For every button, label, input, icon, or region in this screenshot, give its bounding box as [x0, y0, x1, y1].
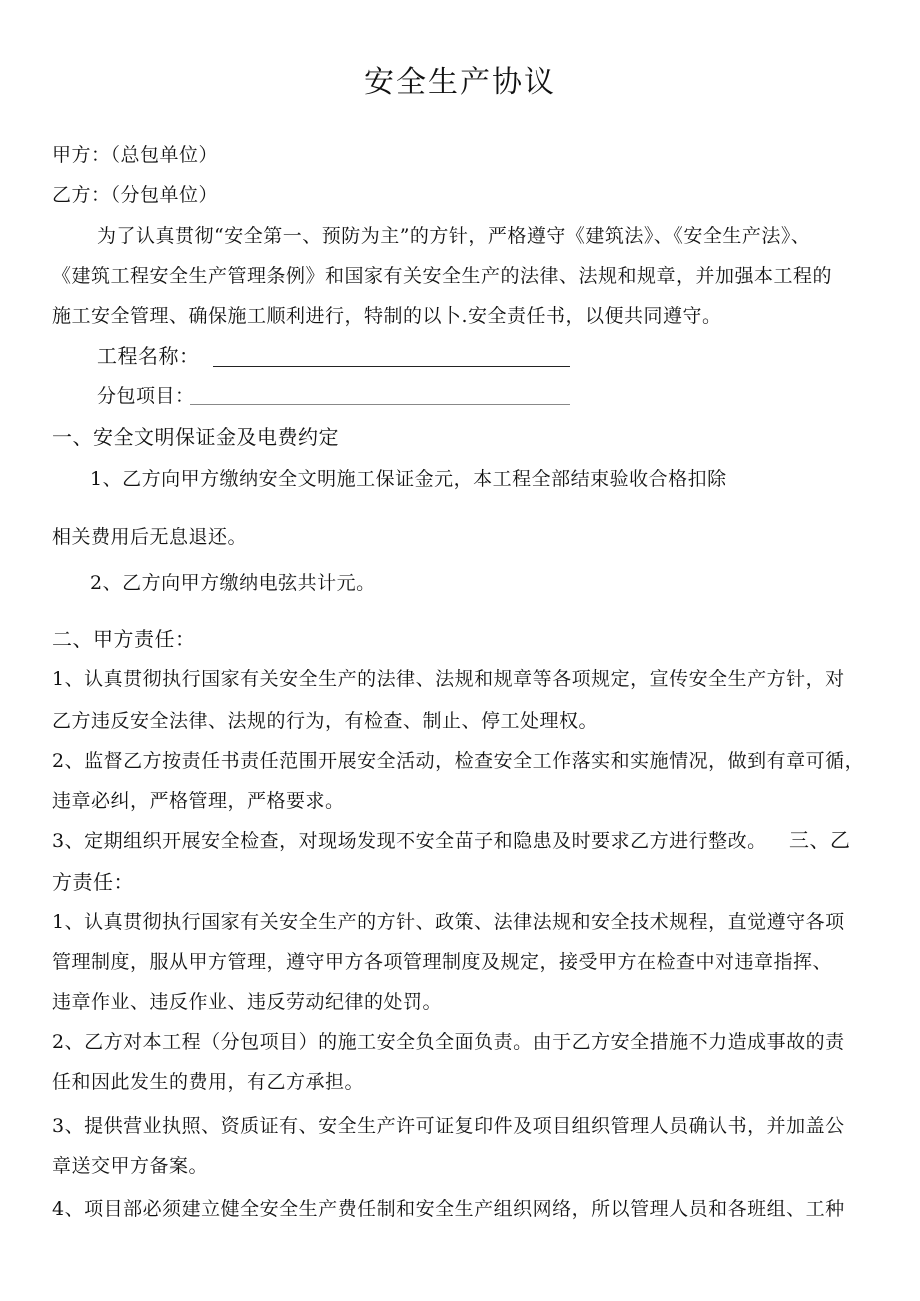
section2-item3: 3、定期组织开展安全检查，对现场发现不安全苗子和隐患及时要求乙方进行整改。: [52, 830, 767, 852]
section1-item1-line1: 1、乙方向甲方缴纳安全文明施工保证金元，本工程全部结束验收合格扣除: [90, 468, 727, 490]
intro-line-3: 施工安全管理、确保施工顺利进行，特制的以卜.安全责任书，以便共同遵守。: [52, 305, 722, 327]
intro-line-1: 为了认真贯彻“安全第一、预防为主”的方针，严格遵守《建筑法》、《安全生产法》、: [97, 225, 811, 247]
section3-item3-line1: 3、提供营业执照、资质证有、安全生产许可证复印件及项目组织管理人员确认书，并加盖公: [52, 1115, 845, 1137]
section3-item1-line1: 1、认真贯彻执行国家有关安全生产的方针、政策、法律法规和安全技术规程，直觉遵守各项: [52, 911, 845, 933]
section2-item1-line1: 1、认真贯彻执行国家有关安全生产的法律、法规和规章等各项规定，宣传安全生产方针，对: [52, 668, 845, 690]
project-name-label: 工程名称：: [97, 344, 200, 368]
section3-item2-line1: 2、乙方对本工程（分包项目）的施工安全负全面负责。由于乙方安全措施不力造成事故的责: [52, 1031, 845, 1053]
section3-item2-line2: 任和因此发生的费用，有乙方承担。: [52, 1071, 365, 1093]
section3-item1-line3: 违章作业、违反作业、违反劳动纪律的处罚。: [52, 991, 443, 1013]
section3-heading-part1: 三、乙: [789, 828, 851, 852]
section1-item2: 2、乙方向甲方缴纳电弦共计元。: [90, 572, 376, 594]
section3-item1-line2: 管理制度，服从甲方管理，遵守甲方各项管理制度及规定，接受甲方在检查中对违章指挥、: [52, 951, 833, 973]
section2-heading: 二、甲方责任：: [52, 627, 196, 651]
subcontract-label: 分包项目：: [97, 385, 195, 407]
party-b-line: 乙方：（分包单位）: [52, 184, 219, 206]
section3-item3-line2: 章送交甲方备案。: [52, 1155, 209, 1177]
section1-heading: 一、安全文明保证金及电费约定: [52, 425, 339, 449]
intro-line-2: 《建筑工程安全生产管理条例》和国家有关安全生产的法律、法规和规章，并加强本工程的: [52, 265, 833, 287]
subcontract-field: [190, 404, 570, 405]
document-title: 安全生产协议: [364, 65, 556, 100]
section3-heading-part2: 方责任：: [52, 870, 134, 894]
section2-item1-line2: 乙方违反安全法律、法规的行为，有检查、制止、停工处理权。: [52, 710, 599, 732]
project-name-field: [213, 366, 570, 367]
section2-item2-line2: 违章必纠，严格管理，严格要求。: [52, 790, 345, 812]
section3-item4-line1: 4、项目部必须建立健全安全生产费任制和安全生产组织网络，所以管理人员和各班组、工种: [52, 1198, 845, 1220]
party-a-line: 甲方：（总包单位）: [52, 144, 219, 166]
section1-item1-line2: 相关费用后无息退还。: [52, 526, 248, 548]
section2-item2-line1: 2、监督乙方按责任书责任范围开展安全活动，检查安全工作落实和实施情况，做到有章可循，: [52, 750, 865, 772]
